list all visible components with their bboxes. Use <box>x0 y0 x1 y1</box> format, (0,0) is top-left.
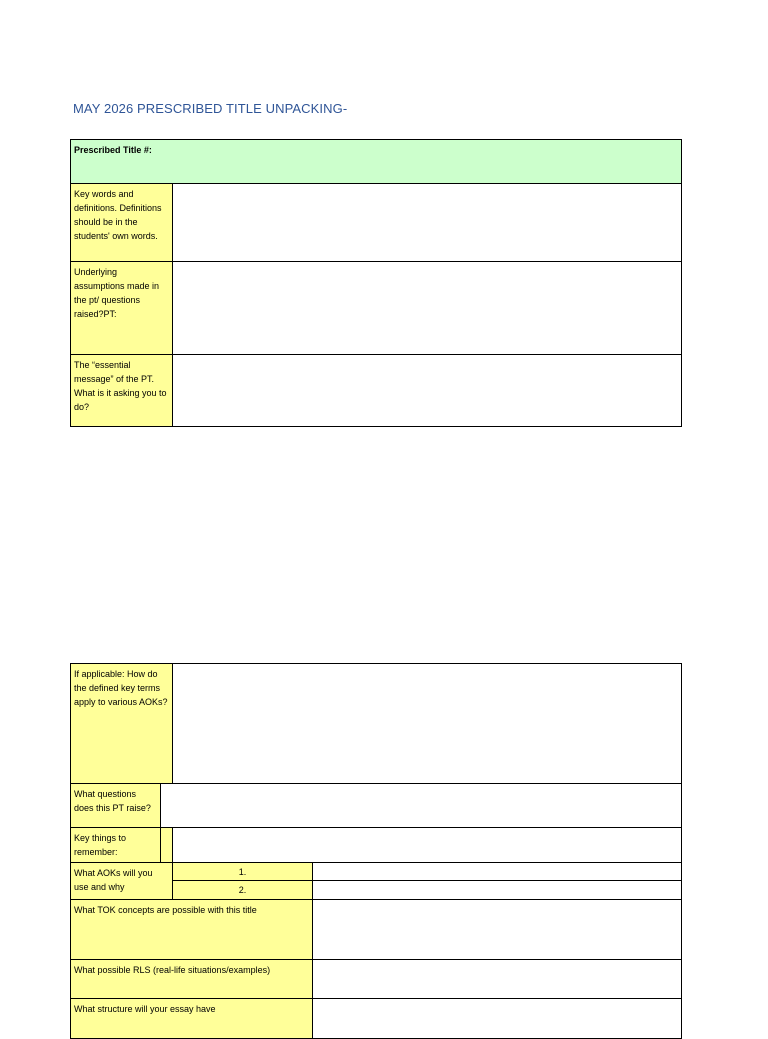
assumptions-label: Underlying assumptions made in the pt/ questions raised?PT: <box>71 262 173 355</box>
structure-field[interactable] <box>313 999 682 1039</box>
tok-concepts-field[interactable] <box>313 900 682 960</box>
questions-field[interactable] <box>161 784 682 828</box>
prescribed-title-table <box>70 139 682 427</box>
rls-label: What possible RLS (real-life situations/examples) <box>71 960 313 999</box>
aok-application-label: If applicable: How do the defined key terms apply to various AOKs? <box>71 664 173 784</box>
aoks-label: What AOKs will you use and why <box>71 863 173 900</box>
key-things-field[interactable] <box>173 828 682 863</box>
tok-concepts-label: What TOK concepts are possible with this title <box>71 900 313 960</box>
essential-message-field[interactable] <box>173 355 682 427</box>
unpacking-table <box>70 663 682 1039</box>
prescribed-title-label: Prescribed Title #: <box>74 145 152 155</box>
aok-number-1: 1. <box>173 863 313 881</box>
key-words-label: Key words and definitions. Definitions should be in the students' own words. <box>71 184 173 262</box>
aok-number-2: 2. <box>173 881 313 900</box>
structure-label: What structure will your essay have <box>71 999 313 1039</box>
essential-message-label: The “essential message” of the PT. What is it asking you to do? <box>71 355 173 427</box>
rls-field[interactable] <box>313 960 682 999</box>
aok-field-2[interactable] <box>313 881 682 900</box>
prescribed-title-cell[interactable] <box>71 140 682 184</box>
key-things-label: Key things to remember: <box>71 828 161 863</box>
aok-field-1[interactable] <box>313 863 682 881</box>
aok-application-field[interactable] <box>173 664 682 784</box>
key-words-field[interactable] <box>173 184 682 262</box>
questions-label: What questions does this PT raise? <box>71 784 161 828</box>
assumptions-field[interactable] <box>173 262 682 355</box>
document-title: MAY 2026 PRESCRIBED TITLE UNPACKING- <box>73 101 348 116</box>
key-things-label-spacer <box>161 828 173 863</box>
